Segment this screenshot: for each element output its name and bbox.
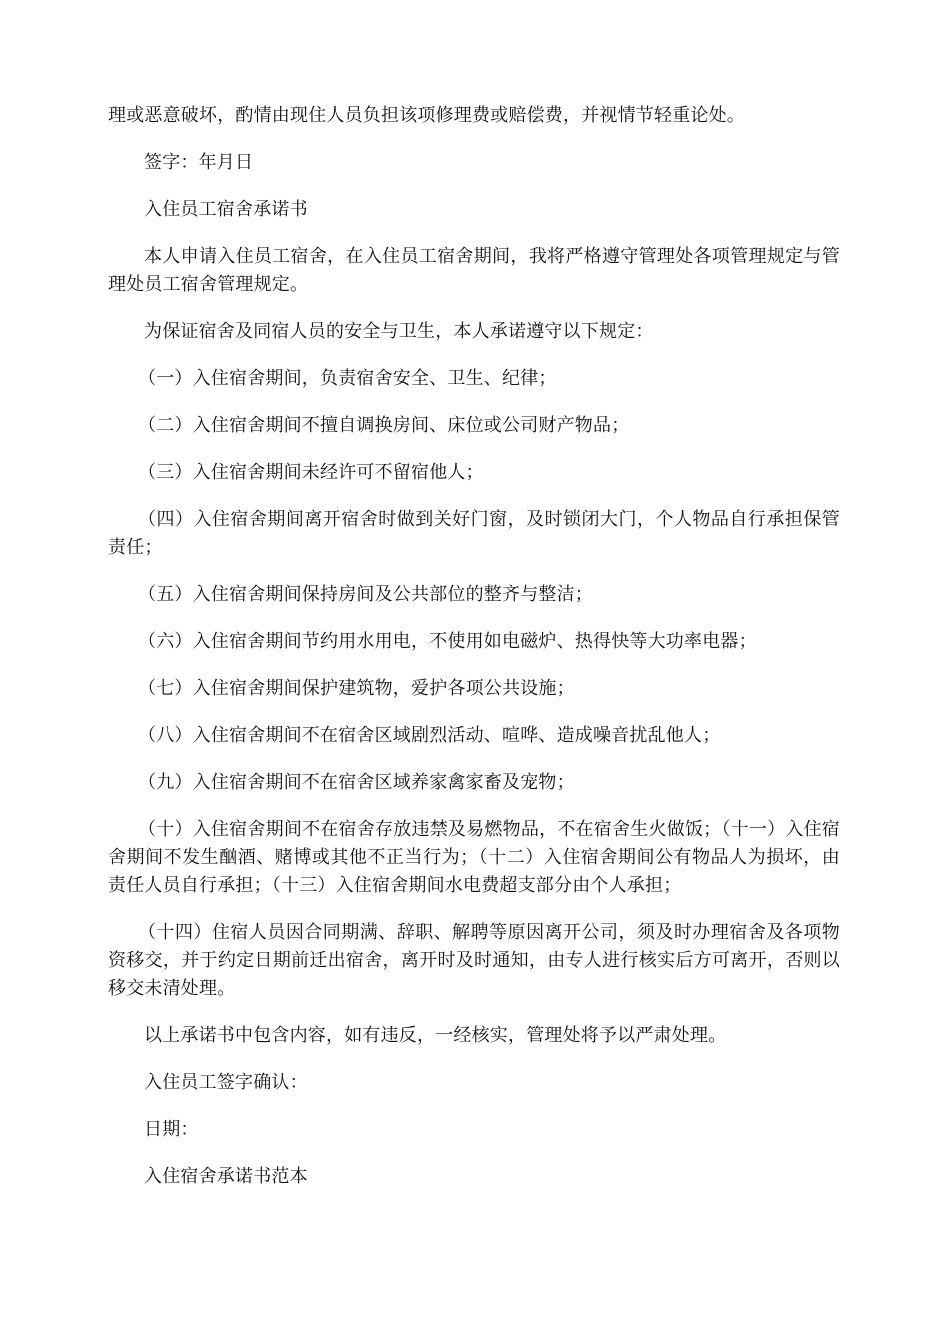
paragraph-violation: 以上承诺书中包含内容，如有违反，一经核实，管理处将予以严肃处理。	[144, 1025, 727, 1046]
rule-item-4: （四）入住宿舍期间离开宿舍时做到关好门窗，及时锁闭大门，个人物品自行承担保管责任；	[108, 509, 840, 558]
rule-item-1: （一）入住宿舍期间，负责宿舍安全、卫生、纪律；	[138, 368, 557, 389]
rule-item-3: （三）入住宿舍期间未经许可不留宿他人；	[138, 462, 484, 483]
rule-item-6: （六）入住宿舍期间节约用水用电，不使用如电磁炉、热得快等大功率电器；	[138, 631, 757, 652]
paragraph-signature-date: 签字：年月日	[144, 152, 254, 173]
rule-item-8: （八）入住宿舍期间不在宿舍区域剧烈活动、喧哗、造成噪音扰乱他人；	[138, 725, 721, 746]
paragraph-employee-signature: 入住员工签字确认：	[144, 1072, 308, 1093]
rule-item-9: （九）入住宿舍期间不在宿舍区域养家禽家畜及宠物；	[138, 772, 575, 793]
rule-item-14: （十四）住宿人员因合同期满、辞职、解聘等原因离开公司，须及时办理宿舍及各项物资移交，并于约定日期前迁出宿舍，离开时及时通知，由专人进行核实后方可离开，否则以移交未清处理。	[108, 922, 840, 999]
paragraph-title: 入住员工宿舍承诺书	[144, 199, 308, 220]
paragraph-template-title: 入住宿舍承诺书范本	[144, 1166, 308, 1187]
rule-item-2: （二）入住宿舍期间不擅自调换房间、床位或公司财产物品；	[138, 415, 630, 436]
paragraph-continuation: 理或恶意破坏，酌情由现住人员负担该项修理费或赔偿费，并视情节轻重论处。	[108, 105, 745, 126]
paragraph-date: 日期：	[144, 1119, 199, 1140]
rule-item-10-13: （十）入住宿舍期间不在宿舍存放违禁及易燃物品，不在宿舍生火做饭；（十一）入住宿舍期间不发生酗酒、赌博或其他不正当行为；（十二）入住宿舍期间公有物品人为损坏，由责任人员自行承担；（十三）入住宿舍期间水电费超支部分由个人承担；	[108, 819, 840, 896]
rule-item-5: （五）入住宿舍期间保持房间及公共部位的整齐与整洁；	[138, 584, 593, 605]
rule-item-7: （七）入住宿舍期间保护建筑物，爱护各项公共设施；	[138, 678, 575, 699]
paragraph-intro: 本人申请入住员工宿舍，在入住员工宿舍期间，我将严格遵守管理处各项管理规定与管理处员工宿舍管理规定。	[108, 246, 840, 295]
document-body	[108, 102, 840, 1210]
paragraph-rules-intro: 为保证宿舍及同宿人员的安全与卫生，本人承诺遵守以下规定：	[144, 321, 654, 342]
